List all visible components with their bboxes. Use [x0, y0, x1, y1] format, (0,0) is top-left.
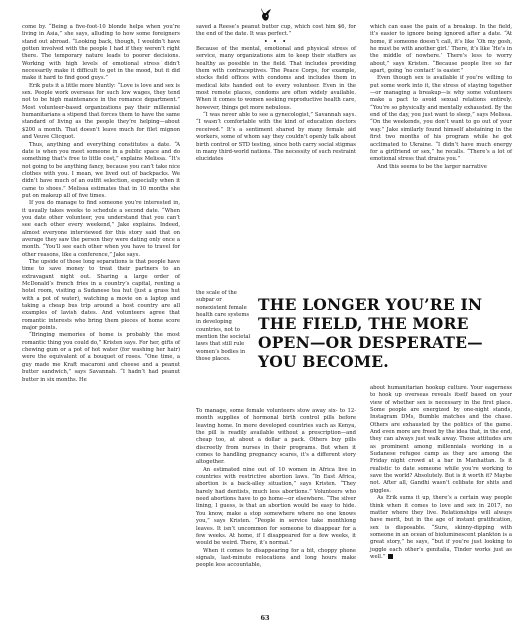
- paragraph-text: As Erik sums it up, there’s a certain way people think when it comes to love and sex in 2017, no matter where they live. Relationships will always have merit, but in the age of instant gratification, sex is disposable. “Sure, skinny-dipping with someone in an ocean of bioluminescent plankton is a great story,” he says, “but if you’re just looking to juggle each other’s genitalia, Tinder works just as well.”: [370, 495, 512, 560]
- paragraph: saved a Reese’s peanut butter cup, which cost him $6, for the end of the date. It was perfect.”: [196, 24, 356, 38]
- page-number: 63: [260, 614, 270, 622]
- paragraph: which can ease the pain of a breakup. In the field, it’s easier to ignore being ignored after a date. “At home, if someone doesn’t call, it’s like ‘Oh my gosh, he must be with another girl.’ There, it’s like ‘He’s in the middle of nowhere.’ There’s less to worry about,” says Kristen. “Because people live so far apart, going ‘no contact’ is easier.”: [370, 24, 512, 75]
- paragraph: Even though sex is available if you’re willing to put some work into it, the stress of staying together—or managing a breakup—is why some volunteers make a pact to avoid sexual relations entirely. “You’re so physically and mentally exhausted. By the end of the day, you just want to sleep,” says Melissa. “On the weekends, you don’t want to go out of your way.” Jake similarly found himself abstaining in the first two months of his program while he got acclimated to Ukraine. “I didn’t have much energy for a girlfriend or sex,” he recalls. “There’s a lot of emotional stress that drains you.”: [370, 75, 512, 163]
- paragraph: An estimated nine out of 10 women in Africa live in countries with restrictive abortion laws. “In East Africa, abortion is a back-alley situation,” says Kristen. “They barely had dentists, much less abortions.” Volunteers who need abortions have to go home—or elsewhere. “The silver lining, I guess, is that an abortion would be easy to hide. You know, make a stop somewhere where no one knows you,” says Kristen. “People in service take monthlong leaves. It isn’t uncommon for someone to disappear for a few weeks. At home, if I disappeared for a few weeks, it would be weird. There, it’s normal.”: [196, 466, 356, 547]
- end-mark-icon: [388, 554, 393, 559]
- rabbit-head-logo-icon: [257, 7, 273, 23]
- narrow-wrap-text: [196, 290, 253, 363]
- paragraph: To manage, some female volunteers stow away six- to 12-month supplies of hormonal birth control pills before leaving home. In more developed countries such as Kenya, the pill is readily available without a prescription—and cheap too, at about a dollar a pack. Others buy pills discreetly from nurses in their programs. But when it comes to handling pregnancy scares, it’s a different story altogether.: [196, 408, 356, 466]
- pull-quote: THE LONGER YOU’RE IN THE FIELD, THE MORE OPEN—OR DESPERATE—YOU BECOME.: [258, 295, 483, 371]
- paragraph: If you do manage to find someone you’re interested in, it usually takes weeks to schedule a second date. “When you date other volunteer, you understand that you can’t see each other every weekend,” Jake explains. Indeed, almost everyone interviewed for this story said that on average they saw the person they were dating only once a month. “You’ll see each other when you have to travel for other reasons, like a conference,” Jake says.: [22, 200, 180, 258]
- article-column-2-lower: [196, 408, 356, 570]
- article-column-3: [370, 24, 512, 171]
- paragraph: The upside of those long separations is that people have time to save money to treat their partners to an extravagant night out. Sharing a large order of McDonald’s french fries in a country’s capital, renting a hotel room, visiting a Sudanese tea hut (just a grass hut with a pot of water), watching a movie on a laptop and taking a cheap bus trip around a host country are all examples of lavish dates. And volunteers agree that romantic interests who bring them pieces of home score major points.: [22, 259, 180, 332]
- paragraph: When it comes to disappearing for a bit, choppy phone signals, last-minute relocations and long hours make people less accountable,: [196, 547, 356, 569]
- paragraph: about humanitarian hookup culture. Your eagerness to hook up overseas reveals itself based on your view of whether sex is necessary in the first place. Some people are energized by one-night stands, Instagram DMs, Bumble matches and the chase. Others are exhausted by the politics of the game. And even more are freed by the idea that, in the end, they can always just walk away. Those attitudes are as prominent among millennials working in a Sudanese refugee camp as they are among the Friday night crowd at a bar in Manhattan. Is it realistic to date someone while you’re working to save the world? Absolutely. But is it worth it? Maybe not. After all, Gandhi wasn’t celibate for shits and giggles.: [370, 385, 512, 494]
- article-column-3-lower: [370, 385, 512, 561]
- paragraph: come by. “Being a five-foot-10 blonde helps when you’re living in Asia,” she says, alluding to how some foreigners stand out abroad. “Looking back, though, I wouldn’t have gotten involved with the people I had if they weren’t right there. The temporary nature leads to poorer decisions. Working with high levels of emotional stress didn’t necessarily make it difficult to get in the mood, but it did make it hard to find good guys.”: [22, 24, 180, 82]
- paragraph: And this seems to be the larger narrative: [377, 163, 487, 170]
- article-column-2: [196, 24, 356, 164]
- paragraph: “Bringing memories of home is probably the most romantic thing you could do,” Kristen says. For her, gifts of chewing gum or a pot of hot water (for washing her hair) were the equivalent of a bouquet of roses. “One time, a guy made me Kraft macaroni and cheese and a peanut butter sandwich,” says Savannah. “I hadn’t had peanut butter in six months. He: [22, 332, 180, 383]
- paragraph: [370, 495, 512, 561]
- paragraph: the scale of the subpar or nonexistent female health care systems in developing countries, not to mention the societal laws that still rule women’s bodies in those places.: [196, 290, 251, 363]
- article-column-1: [22, 24, 180, 384]
- paragraph: Erik puts it a little more bluntly: “Love is love and sex is sex. People work overseas for such low wages, they tend not to be high maintenance in the romance department.” Most volunteer-based organizations pay their millennial humanitarians a stipend that forces them to have the same standard of living as the people they’re helping—about $200 a month. That doesn’t leave much for filet mignon and Veuve Clicquot.: [22, 82, 180, 141]
- paragraph: Thus, anything and everything constitutes a date. “A date is when you meet someone in a public space and do something that’s free to little cost,” explains Melissa. “It’s not going to be anything fancy, because you can’t take nice clothes with you. I mean, we lived out of backpacks. We didn’t have much of an outfit selection, especially when it came to shoes.” Melissa estimates that in 10 months she put on makeup all of five times.: [22, 141, 180, 199]
- section-break: • • •: [264, 38, 288, 45]
- paragraph: “I was never able to see a gynecologist,” Savannah says. “I wasn’t comfortable with the kind of education doctors received.” It’s a sentiment shared by many female aid workers, some of whom say they couldn’t openly talk about birth control or STD testing, since both carry social stigmas in many third-world nations. The necessity of such restraint elucidates: [196, 112, 356, 163]
- paragraph: Because of the mental, emotional and physical stress of service, many organizations aim to keep their staffers as healthy as possible in the field. That includes providing them with contraceptives. The Peace Corps, for example, stocks field offices with condoms and includes them in medical kits handed out to every volunteer. Even in the most remote places, condoms are often widely available. When it comes to women seeking reproductive health care, however, things get more nebulous.: [196, 46, 356, 111]
